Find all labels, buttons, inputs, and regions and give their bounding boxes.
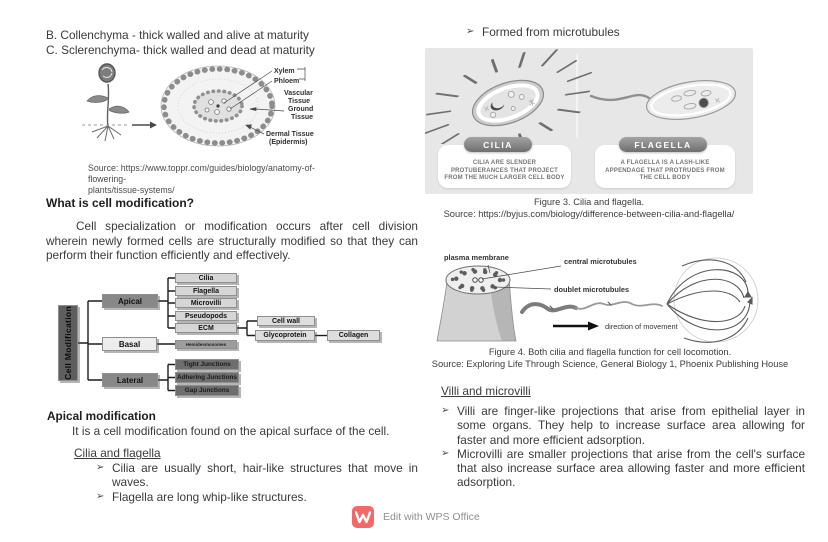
cell-modification-flowchart xyxy=(50,265,390,405)
flow-root-cell-modification: Cell Modification xyxy=(58,305,78,381)
sclerenchyma-line: C. Sclerenchyma- thick walled and dead at maturity xyxy=(46,43,315,57)
stem-cross-section xyxy=(161,66,275,146)
cilia-bullet-text: Cilia are usually short, hair-like structures that move in waves. xyxy=(112,461,418,490)
ciliated-cell-drawing xyxy=(425,48,606,144)
cell-modification-paragraph: Cell specialization or modification occurs after cell division wherein newly formed cells are structurally modified so that they can perform their function efficiently and effectively. xyxy=(46,219,418,263)
flow-hemidesmosomes: Hemidesmosomes xyxy=(175,340,237,349)
vascular-tissue-label-2: Tissue xyxy=(288,98,311,105)
central-microtubules-label: central microtubules xyxy=(564,257,637,266)
flagella-pill-label: FLAGELLA xyxy=(619,137,707,152)
flow-flagella: Flagella xyxy=(175,286,237,296)
cilia-flagella-figure-panel xyxy=(425,48,753,194)
figure1-source xyxy=(88,163,342,195)
dermal-tissue-label-1: Dermal Tissue xyxy=(266,131,314,138)
flow-cell-wall: Cell wall xyxy=(257,316,315,326)
bullet-arrow-icon: ➢ xyxy=(96,490,105,502)
cilia-flagella-bullets xyxy=(96,461,418,504)
villi-bullet-text: Villi are finger-like projections that arise from epithelial layer in some organs. They help to increase surface area allowing for faster and more efficient adsorption. xyxy=(457,404,805,447)
wps-office-logo-icon xyxy=(352,506,374,528)
collenchyma-line: B. Collenchyma - thick walled and alive at maturity xyxy=(46,28,309,42)
ground-tissue-label-2: Tissue xyxy=(291,114,314,121)
cilium-cross-section-drawing xyxy=(437,266,516,341)
cilia-pill-label: CILIA xyxy=(464,137,532,152)
figure4-caption: Figure 4. Both cilia and flagella function for cell locomotion. xyxy=(488,347,732,357)
apical-modification-heading: Apical modification xyxy=(47,409,156,423)
plant-sketch xyxy=(87,64,129,141)
vascular-tissue-label-1: Vascular xyxy=(284,90,313,97)
figure3-caption: Figure 3. Cilia and flagella. xyxy=(533,197,645,207)
plant-anatomy-figure xyxy=(78,54,340,160)
cilia-flagella-locomotion-figure xyxy=(430,246,792,344)
xylem-label: Xylem xyxy=(274,68,295,75)
plasma-membrane-label: plasma membrane xyxy=(444,253,509,262)
wps-w-glyph xyxy=(355,511,371,524)
cilium-beat-sphere-drawing xyxy=(667,258,758,342)
list-item xyxy=(96,490,418,504)
microtubules-bullet xyxy=(466,25,766,39)
bullet-arrow-icon: ➢ xyxy=(441,447,450,459)
flow-collagen: Collagen xyxy=(327,330,380,341)
edit-with-wps-label: Edit with WPS Office xyxy=(383,511,480,523)
edit-with-wps-button[interactable] xyxy=(352,506,480,528)
flagella-wave-drawing xyxy=(522,302,662,312)
flow-tight-junctions: Tight Junctions xyxy=(175,359,239,370)
flow-microvilli: Microvilli xyxy=(175,298,237,308)
flow-ecm: ECM xyxy=(175,323,237,333)
flow-glycoprotein: Glycoprotein xyxy=(255,330,315,341)
flow-basal: Basal xyxy=(102,337,157,351)
doublet-microtubules-label: doublet microtubules xyxy=(554,285,630,294)
flow-apical: Apical xyxy=(102,294,158,308)
flagellated-cell-drawing xyxy=(591,74,738,125)
list-item xyxy=(441,447,805,490)
list-item xyxy=(96,461,418,490)
direction-arrow xyxy=(553,322,599,331)
cell-modification-heading: What is cell modification? xyxy=(46,196,195,210)
villi-microvilli-heading: Villi and microvilli xyxy=(441,384,531,398)
bullet-arrow-icon: ➢ xyxy=(466,26,475,37)
direction-of-movement-label: direction of movement xyxy=(605,322,678,331)
flow-lateral: Lateral xyxy=(102,373,158,387)
figure3-source: Source: https://byjus.com/biology/difference-between-cilia-and-flagella/ xyxy=(443,209,735,219)
villi-bullets xyxy=(441,404,805,490)
flow-cilia: Cilia xyxy=(175,273,237,283)
cilia-description-text: CILIA ARE SLENDER PROTUBERANCES THAT PROJECT FROM THE MUCH LARGER CELL BODY xyxy=(444,160,565,182)
bullet-arrow-icon: ➢ xyxy=(441,405,450,416)
flow-gap-junctions: Gap Junctions xyxy=(175,385,239,396)
flagella-description-text: A FLAGELLA IS A LASH-LIKE APPENDAGE THAT PROTRUDES FROM THE CELL BODY xyxy=(605,160,725,182)
arrow-head xyxy=(150,122,157,129)
figure1-source-line2: plants/tissue-systems/ xyxy=(88,184,175,195)
bullet-arrow-icon: ➢ xyxy=(96,462,105,473)
figure4-source: Source: Exploring Life Through Science, General Biology 1, Phoenix Publishing House xyxy=(431,359,789,369)
cilia-flagella-illustration xyxy=(425,48,753,144)
microtubules-bullet-text: Formed from microtubules xyxy=(482,25,620,39)
cilia-flagella-heading: Cilia and flagella xyxy=(74,446,161,460)
dermal-tissue-label-2: (Epidermis) xyxy=(269,139,308,146)
figure1-source-line1: Source: https://www.toppr.com/guides/biology/anatomy-of-flowering- xyxy=(88,163,315,184)
flow-pseudopods: Pseudopods xyxy=(175,311,237,321)
ground-tissue-label-1: Ground xyxy=(288,106,314,113)
apical-modification-text: It is a cell modification found on the apical surface of the cell. xyxy=(72,424,390,438)
microvilli-bullet-text: Microvilli are smaller projections that arise from the cell's surface that also increase surface area allowing faster and more efficient adsorption. xyxy=(457,446,805,490)
phloem-label: Phloem xyxy=(274,78,300,85)
list-item xyxy=(441,404,805,447)
flow-adhering-junctions: Adhering Junctions xyxy=(176,374,237,381)
flagella-bullet-text: Flagella are long whip-like structures. xyxy=(112,489,307,504)
